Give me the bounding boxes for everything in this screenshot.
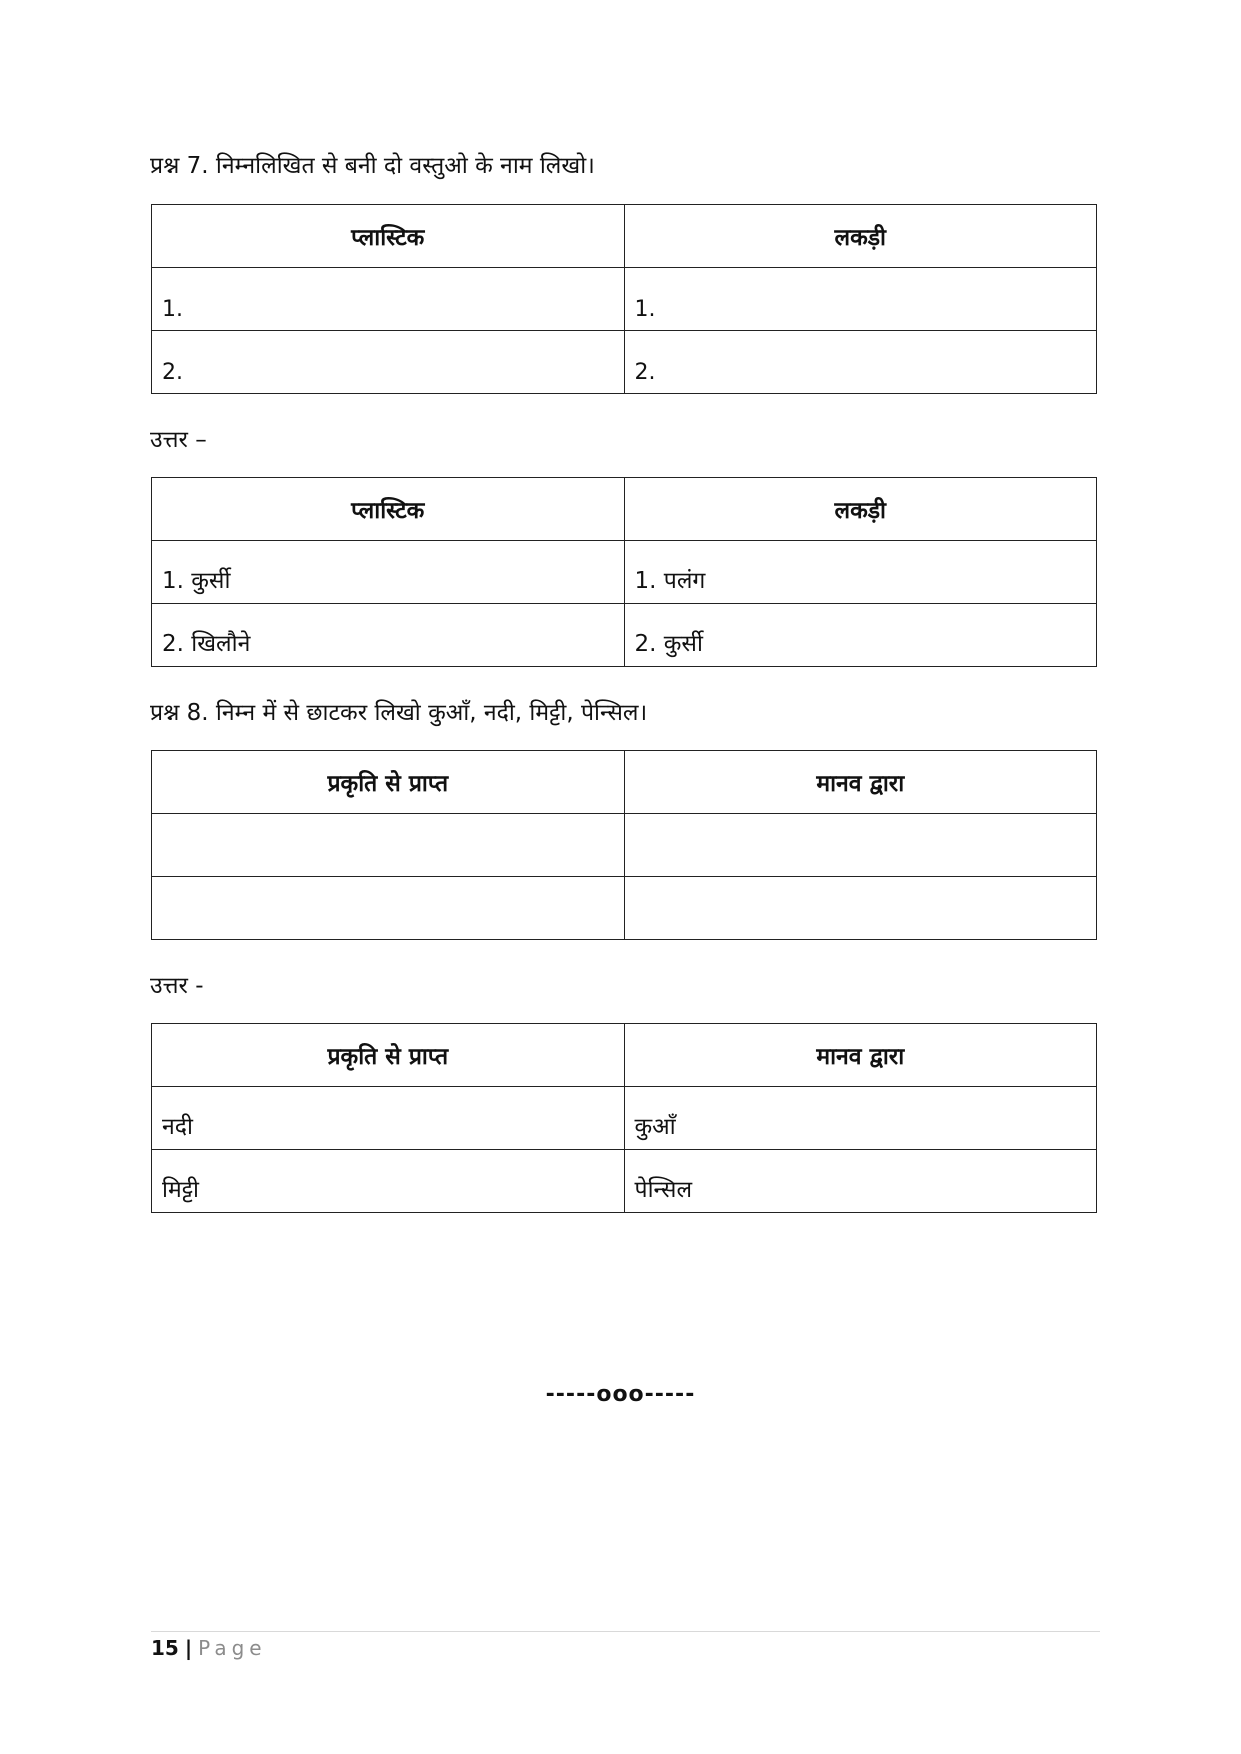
table-row	[152, 331, 1097, 394]
table-cell: 1. कुर्सी	[152, 541, 625, 604]
table-cell	[152, 877, 625, 940]
table-cell: 1. पलंग	[624, 541, 1097, 604]
table-row	[152, 814, 1097, 877]
q7-blank-table	[151, 204, 1097, 394]
q7-answer-table	[151, 477, 1097, 667]
header-man-made: मानव द्वारा	[624, 1024, 1097, 1087]
question-7-text: प्रश्न 7. निम्नलिखित से बनी दो वस्तुओ के नाम लिखो।	[150, 153, 595, 179]
table-header-row	[152, 205, 1097, 268]
table-cell: नदी	[152, 1087, 625, 1150]
table-cell: 2. कुर्सी	[624, 604, 1097, 667]
table-row	[152, 877, 1097, 940]
question-8-text: प्रश्न 8. निम्न में से छाटकर लिखो कुआँ, नदी, मिट्टी, पेन्सिल।	[150, 700, 648, 726]
q8-answer-table	[151, 1023, 1097, 1213]
q7-answer-label: उत्तर –	[150, 427, 207, 453]
header-wood: लकड़ी	[624, 205, 1097, 268]
table-cell: मिट्टी	[152, 1150, 625, 1213]
table-row	[152, 604, 1097, 667]
page-number: 15	[151, 1636, 179, 1660]
footer-separator: |	[184, 1636, 193, 1660]
q8-answer-label: उत्तर -	[150, 973, 204, 999]
table-row	[152, 541, 1097, 604]
header-plastic: प्लास्टिक	[152, 478, 625, 541]
footer-divider	[151, 1631, 1100, 1632]
table-header-row	[152, 1024, 1097, 1087]
table-row	[152, 268, 1097, 331]
table-cell	[152, 814, 625, 877]
page-label: Page	[198, 1636, 267, 1660]
table-cell: 2.	[624, 331, 1097, 394]
q8-blank-table	[151, 750, 1097, 940]
table-cell: कुआँ	[624, 1087, 1097, 1150]
table-header-row	[152, 751, 1097, 814]
table-cell	[624, 814, 1097, 877]
table-cell	[624, 877, 1097, 940]
header-plastic: प्लास्टिक	[152, 205, 625, 268]
table-cell: 2. खिलौने	[152, 604, 625, 667]
table-cell: 2.	[152, 331, 625, 394]
header-natural: प्रकृति से प्राप्त	[152, 751, 625, 814]
table-cell: 1.	[624, 268, 1097, 331]
header-natural: प्रकृति से प्राप्त	[152, 1024, 625, 1087]
end-mark: -----ooo-----	[545, 1382, 696, 1407]
table-row	[152, 1150, 1097, 1213]
table-cell: 1.	[152, 268, 625, 331]
table-cell: पेन्सिल	[624, 1150, 1097, 1213]
table-row	[152, 1087, 1097, 1150]
table-header-row	[152, 478, 1097, 541]
page-footer	[151, 1636, 267, 1660]
header-man-made: मानव द्वारा	[624, 751, 1097, 814]
header-wood: लकड़ी	[624, 478, 1097, 541]
